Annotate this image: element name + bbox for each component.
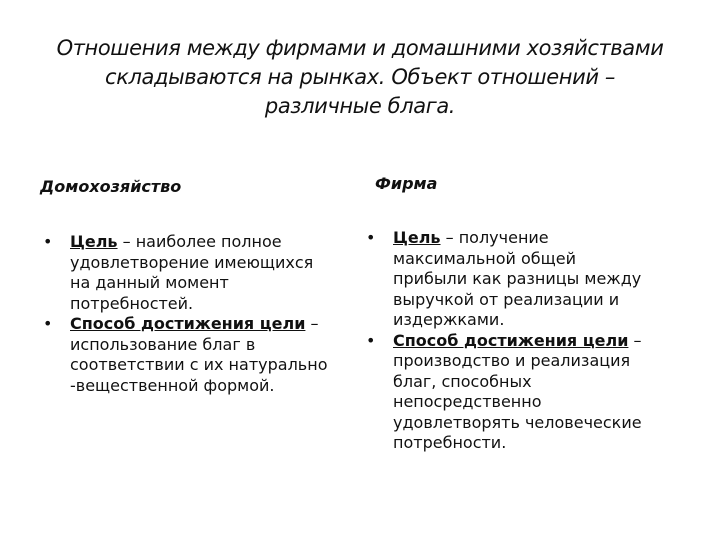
title-line: Отношения между фирмами и домашними хозяйствами [56, 36, 664, 60]
title-line: складываются на рынках. Объект отношений – [105, 65, 615, 89]
item-line: удовлетворять человеческие [393, 412, 642, 432]
slide-title [30, 34, 690, 121]
household-method-item [40, 314, 350, 396]
item-text: – [305, 314, 319, 333]
method-term: Способ достижения цели [70, 314, 306, 333]
item-line: прибыли как разницы между [393, 269, 642, 288]
item-line: на данный момент [70, 273, 229, 292]
item-first-line [70, 314, 350, 335]
household-goal-item [40, 232, 350, 314]
bullet-icon: • [43, 314, 53, 333]
goal-term: Цель [70, 232, 118, 251]
item-line: использование благ в [70, 334, 256, 354]
bullet-icon: • [366, 330, 376, 350]
bullet-icon: • [43, 232, 53, 251]
item-line: потребностей. [70, 293, 194, 313]
item-line: непосредственно [393, 392, 542, 411]
item-line: издержками. [393, 310, 505, 329]
item-first-line [393, 331, 683, 352]
firm-method-item [363, 331, 683, 454]
item-line: максимальной общей [393, 248, 576, 268]
item-first-line [393, 228, 683, 249]
item-line: выручкой от реализации и [393, 289, 620, 309]
firm-goal-item [363, 228, 683, 331]
goal-term: Цель [393, 228, 441, 247]
item-line: производство и реализация [393, 351, 631, 370]
item-line: -вещественной формой. [70, 375, 275, 395]
item-line: благ, способных [393, 371, 532, 391]
item-line: удовлетворение имеющихся [70, 252, 314, 272]
title-line: различные блага. [264, 94, 456, 118]
item-line: потребности. [393, 433, 507, 452]
household-heading: Домохозяйство [40, 177, 182, 196]
item-text: – наиболее полное [117, 232, 282, 251]
item-text: – получение [440, 228, 549, 247]
item-line: соответствии с их натурально [70, 355, 328, 374]
household-column [40, 232, 350, 396]
method-term: Способ достижения цели [393, 330, 629, 350]
item-text: – [628, 330, 642, 350]
firm-heading: Фирма [375, 174, 438, 193]
firm-column [363, 228, 683, 454]
item-first-line [70, 232, 350, 253]
bullet-icon: • [366, 228, 376, 247]
